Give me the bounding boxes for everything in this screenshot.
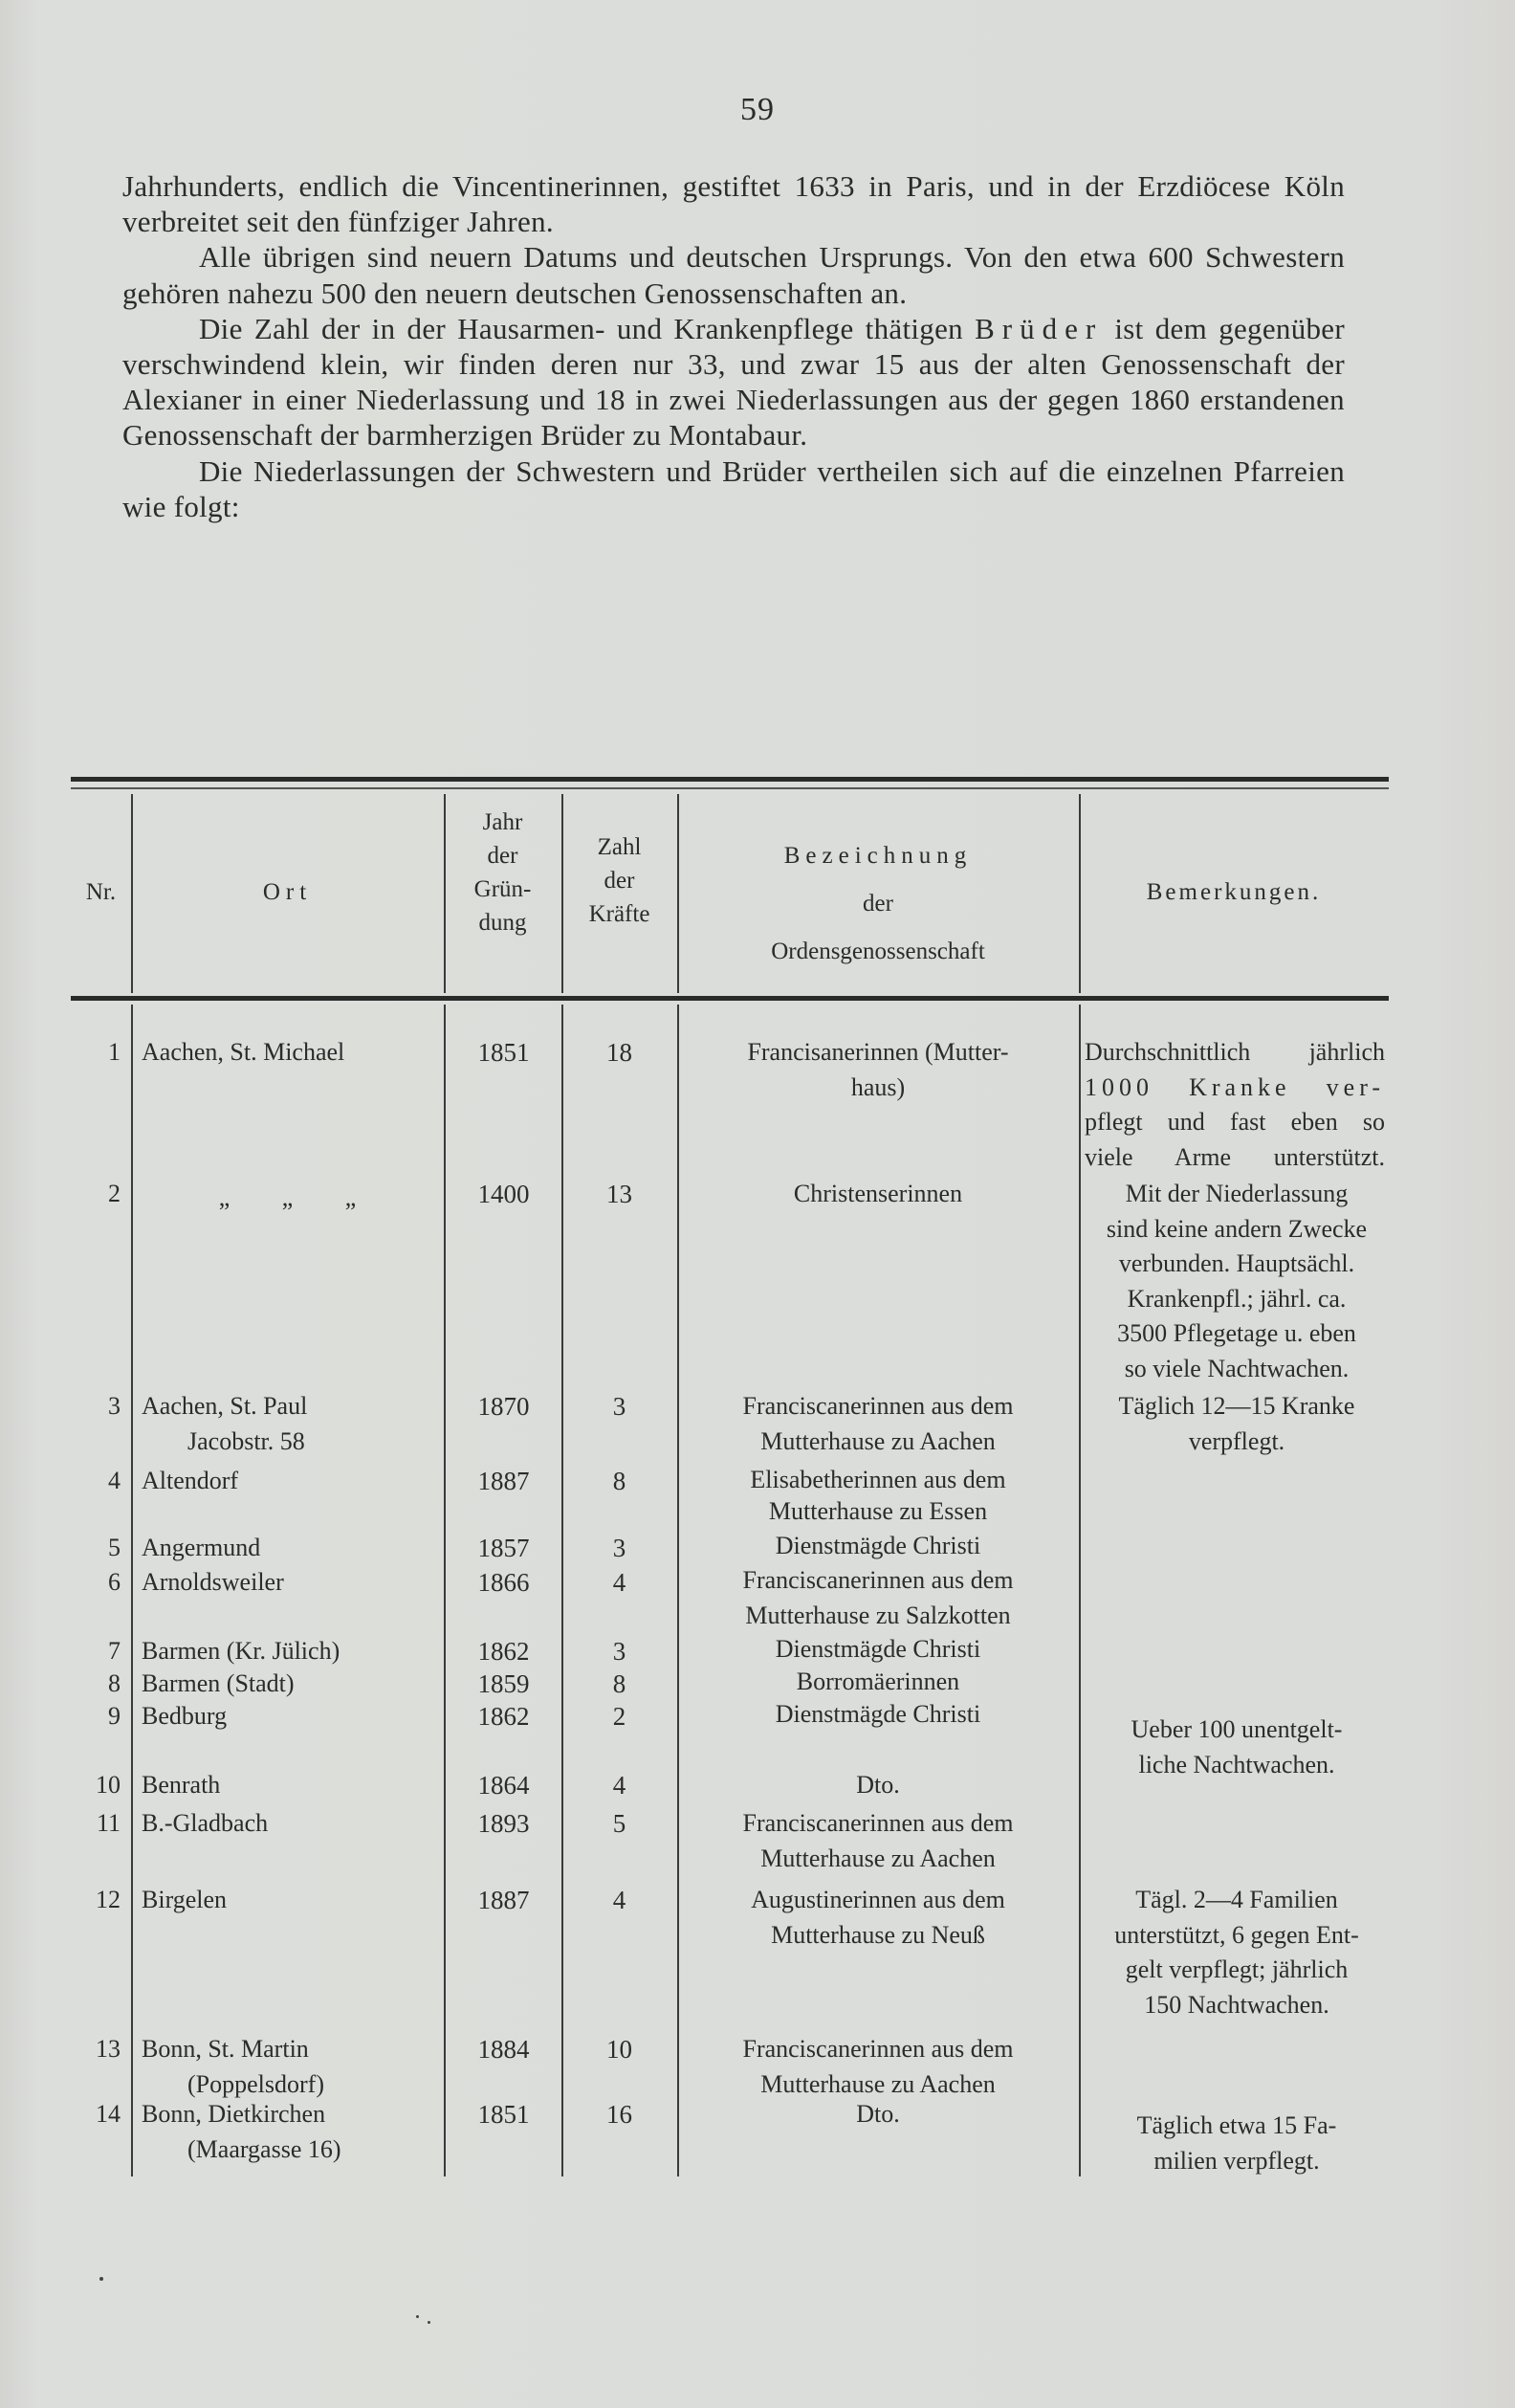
cell-line: Täglich etwa 15 Fa- bbox=[1136, 2111, 1337, 2139]
cell-bezeichnung bbox=[677, 1665, 1079, 1700]
header-jahr bbox=[444, 806, 561, 939]
cell-jahr: 1864 bbox=[477, 1771, 530, 1800]
header-bezeichnung-line: Bezeichnung bbox=[783, 843, 973, 869]
cell-ort bbox=[142, 1389, 446, 1459]
cell-line: 3500 Pflegetage u. eben bbox=[1117, 1319, 1356, 1347]
cell-ort bbox=[142, 2032, 446, 2102]
header-zahl-line: Zahl bbox=[597, 834, 642, 860]
cell-line: (Poppelsdorf) bbox=[187, 2069, 324, 2098]
cell-line: Dienstmägde Christi bbox=[775, 1532, 981, 1559]
cell-line: (Maargasse 16) bbox=[187, 2134, 341, 2163]
cell-jahr: 1862 bbox=[477, 1702, 530, 1731]
cell-bezeichnung bbox=[677, 1806, 1079, 1876]
header-ort bbox=[131, 875, 444, 909]
scan-speck bbox=[99, 2277, 103, 2281]
cell-line: Franciscanerinnen aus dem bbox=[742, 1809, 1014, 1837]
cell-line: verbunden. Hauptsächl. bbox=[1118, 1249, 1355, 1277]
paragraph-2: Alle übrigen sind neuern Datums und deutschen Ursprungs. Von den etwa 600 Schwestern gehören nahezu 500 den neuern deutschen Genossenschaften an. bbox=[122, 240, 1345, 310]
cell-line: sind keine andern Zwecke bbox=[1106, 1214, 1368, 1243]
cell-bemerkungen bbox=[1085, 2109, 1389, 2178]
cell-line: Mutterhause zu Aachen bbox=[760, 2069, 996, 2098]
header-nr: Nr. bbox=[85, 879, 117, 905]
cell-bezeichnung bbox=[677, 1529, 1079, 1564]
cell-zahl: 3 bbox=[612, 1637, 626, 1666]
cell-bezeichnung bbox=[677, 2032, 1079, 2102]
cell-bezeichnung bbox=[677, 1768, 1079, 1803]
cell-line: Ueber 100 unentgelt- bbox=[1131, 1715, 1343, 1743]
cell-nr: 5 bbox=[108, 1534, 121, 1561]
cell-nr: 11 bbox=[96, 1809, 121, 1837]
scan-speck bbox=[416, 2315, 419, 2318]
cell-zahl: 10 bbox=[606, 2035, 632, 2064]
cell-line: Mutterhause zu Aachen bbox=[760, 1426, 996, 1455]
cell-line: Mutterhause zu Essen bbox=[768, 1497, 988, 1525]
cell-line: Dienstmägde Christi bbox=[775, 1700, 981, 1728]
header-jahr-line: dung bbox=[478, 910, 527, 936]
cell-bemerkungen bbox=[1085, 1035, 1385, 1175]
cell-bemerkungen bbox=[1085, 1389, 1389, 1459]
header-bemerkungen-label: Bemerkungen. bbox=[1146, 879, 1322, 905]
cell-jahr: 1857 bbox=[477, 1534, 530, 1562]
cell-line: Mit der Niederlassung bbox=[1125, 1180, 1349, 1207]
cell-ort: Altendorf bbox=[142, 1467, 239, 1494]
header-bezeichnung-line: der bbox=[863, 891, 893, 917]
cell-nr: 7 bbox=[108, 1637, 121, 1665]
cell-nr: 12 bbox=[96, 1886, 121, 1913]
cell-line: Borromäerinnen bbox=[796, 1668, 960, 1695]
cell-line: Dienstmägde Christi bbox=[775, 1635, 981, 1663]
cell-jahr: 1866 bbox=[477, 1568, 530, 1597]
header-bezeichnung bbox=[677, 832, 1079, 976]
cell-jahr: 1859 bbox=[477, 1669, 530, 1698]
cell-bezeichnung bbox=[677, 1632, 1079, 1668]
cell-bezeichnung bbox=[677, 1563, 1079, 1633]
cell-ort: Aachen, St. Michael bbox=[142, 1038, 345, 1066]
cell-bezeichnung bbox=[677, 1697, 1079, 1733]
paragraph-3 bbox=[122, 311, 1345, 453]
cell-nr: 6 bbox=[108, 1568, 121, 1596]
cell-line: Mutterhause zu Neuß bbox=[771, 1920, 985, 1949]
header-jahr-line: der bbox=[487, 843, 518, 869]
cell-line: Krankenpfl.; jährl. ca. bbox=[1127, 1284, 1347, 1313]
cell-ort: Barmen (Stadt) bbox=[142, 1669, 295, 1697]
settlements-table bbox=[71, 777, 1389, 2174]
cell-bezeichnung bbox=[677, 1883, 1079, 1953]
cell-nr: 9 bbox=[108, 1702, 121, 1730]
cell-jahr: 1893 bbox=[477, 1809, 530, 1838]
cell-bemerkungen bbox=[1085, 1177, 1389, 1386]
cell-ort: Bedburg bbox=[142, 1702, 228, 1730]
cell-ort-ditto: „ „ „ bbox=[218, 1183, 357, 1211]
cell-nr: 2 bbox=[108, 1180, 121, 1207]
cell-jahr: 1400 bbox=[477, 1180, 530, 1208]
header-bemerkungen bbox=[1079, 875, 1389, 909]
cell-line: Täglich 12—15 Kranke bbox=[1118, 1392, 1355, 1420]
cell-line: Franciscanerinnen aus dem bbox=[742, 1392, 1014, 1420]
cell-line: haus) bbox=[850, 1072, 906, 1101]
header-ort-label: Ort bbox=[262, 879, 313, 905]
cell-nr: 4 bbox=[108, 1467, 121, 1494]
cell-jahr: 1870 bbox=[477, 1392, 530, 1421]
cell-line: Franciscanerinnen aus dem bbox=[742, 1566, 1014, 1594]
cell-bezeichnung bbox=[677, 2097, 1079, 2132]
cell-nr: 14 bbox=[96, 2100, 121, 2128]
cell-line: Bonn, St. Martin bbox=[142, 2035, 309, 2063]
cell-ort: Benrath bbox=[142, 1771, 221, 1799]
paragraph-1: Jahrhunderts, endlich die Vincentinerinnen, gestiftet 1633 in Paris, und in der Erzdiöcese Köln verbreitet seit den fünfziger Jahren. bbox=[122, 169, 1345, 239]
cell-line: Mutterhause zu Aachen bbox=[760, 1844, 996, 1872]
cell-bemerkungen bbox=[1085, 1883, 1389, 2022]
cell-line: Tägl. 2—4 Familien bbox=[1135, 1886, 1338, 1913]
cell-zahl: 3 bbox=[612, 1534, 626, 1562]
cell-nr: 8 bbox=[108, 1669, 121, 1697]
table-header-rule bbox=[71, 996, 1389, 1001]
cell-jahr: 1851 bbox=[477, 2100, 530, 2129]
cell-zahl: 18 bbox=[606, 1038, 632, 1067]
cell-line: Mutterhause zu Salzkotten bbox=[745, 1601, 1011, 1629]
paragraph-3-lead: Die Zahl der in der Hausarmen- und Krankenpflege thätigen bbox=[199, 311, 976, 345]
cell-bemerkungen bbox=[1085, 1712, 1389, 1782]
cell-zahl: 8 bbox=[612, 1467, 626, 1495]
cell-ort: Barmen (Kr. Jülich) bbox=[142, 1637, 340, 1665]
cell-line: 1000 Kranke ver- bbox=[1085, 1072, 1385, 1101]
header-jahr-line: Grün- bbox=[473, 876, 532, 902]
cell-bezeichnung bbox=[677, 1389, 1079, 1459]
cell-jahr: 1887 bbox=[477, 1467, 530, 1495]
cell-line: 150 Nachtwachen. bbox=[1144, 1990, 1329, 2019]
header-bezeichnung-line: Ordensgenossenschaft bbox=[771, 939, 985, 964]
cell-nr: 13 bbox=[96, 2035, 121, 2063]
cell-jahr: 1887 bbox=[477, 1886, 530, 1914]
page-number: 59 bbox=[740, 92, 775, 127]
cell-line: Augustinerinnen aus dem bbox=[751, 1886, 1005, 1913]
column-divider bbox=[1079, 1005, 1081, 2176]
cell-zahl: 13 bbox=[606, 1180, 632, 1208]
paragraph-3-rest: ist dem gegenüber verschwindend klein, wir finden deren nur 33, und zwar 15 aus der alten Genossenschaft der Alexianer in einer Niederlassung und 18 in zwei Niederlassungen aus der gegen 1860 erstandenen Genossenschaft der barmherzigen Brüder zu Montabaur. bbox=[122, 311, 1345, 453]
cell-jahr: 1851 bbox=[477, 1038, 530, 1067]
cell-line: gelt verpflegt; jährlich bbox=[1125, 1955, 1349, 1983]
cell-zahl: 16 bbox=[606, 2100, 632, 2129]
cell-line: verpflegt. bbox=[1188, 1426, 1285, 1455]
cell-zahl: 2 bbox=[612, 1702, 626, 1731]
cell-zahl: 5 bbox=[612, 1809, 626, 1838]
scan-speck bbox=[428, 2321, 430, 2324]
paragraph-4: Die Niederlassungen der Schwestern und Brüder vertheilen sich auf die einzelnen Pfarreien wie folgt: bbox=[122, 453, 1345, 523]
cell-line: Francisanerinnen (Mutter- bbox=[747, 1038, 1009, 1066]
cell-bezeichnung bbox=[677, 1464, 1079, 1527]
cell-line: Christenserinnen bbox=[793, 1180, 963, 1207]
table-top-thin-rule bbox=[71, 787, 1389, 789]
cell-zahl: 8 bbox=[612, 1669, 626, 1698]
cell-line: Aachen, St. Paul bbox=[142, 1392, 308, 1420]
cell-zahl: 4 bbox=[612, 1771, 626, 1800]
cell-line: Franciscanerinnen aus dem bbox=[742, 2035, 1014, 2063]
header-zahl-line: der bbox=[604, 868, 635, 894]
cell-line: Durchschnittlich jährlich bbox=[1085, 1038, 1385, 1066]
cell-bezeichnung bbox=[677, 1035, 1079, 1105]
cell-line: milien verpflegt. bbox=[1153, 2146, 1320, 2175]
cell-line: Bonn, Dietkirchen bbox=[142, 2100, 326, 2128]
cell-ort: Angermund bbox=[142, 1534, 261, 1561]
cell-line: Dto. bbox=[856, 1771, 900, 1799]
header-zahl bbox=[561, 830, 677, 931]
cell-nr: 3 bbox=[108, 1392, 121, 1420]
cell-ort: Arnoldsweiler bbox=[142, 1568, 284, 1596]
cell-line: unterstützt, 6 gegen Ent- bbox=[1114, 1920, 1359, 1949]
cell-ort: Birgelen bbox=[142, 1886, 228, 1913]
paragraph-3-emphasis: Brüder bbox=[975, 311, 1104, 345]
body-text bbox=[122, 168, 1345, 524]
cell-line: pflegt und fast eben so bbox=[1085, 1108, 1385, 1136]
cell-nr: 1 bbox=[108, 1038, 121, 1066]
cell-line: Jacobstr. 58 bbox=[187, 1426, 305, 1455]
cell-line: Elisabetherinnen aus dem bbox=[750, 1466, 1006, 1493]
table-top-rule bbox=[71, 777, 1389, 782]
cell-line: so viele Nachtwachen. bbox=[1124, 1354, 1350, 1382]
cell-bezeichnung bbox=[677, 1177, 1079, 1212]
cell-jahr: 1862 bbox=[477, 1637, 530, 1666]
cell-line: Dto. bbox=[856, 2100, 900, 2128]
cell-zahl: 4 bbox=[612, 1568, 626, 1597]
header-jahr-line: Jahr bbox=[482, 809, 523, 835]
header-zahl-line: Kräfte bbox=[588, 901, 650, 927]
cell-line: viele Arme unterstützt. bbox=[1085, 1142, 1385, 1171]
cell-jahr: 1884 bbox=[477, 2035, 530, 2064]
cell-zahl: 3 bbox=[612, 1392, 626, 1421]
cell-ort: B.-Gladbach bbox=[142, 1809, 269, 1837]
cell-line: liche Nachtwachen. bbox=[1138, 1750, 1335, 1778]
cell-zahl: 4 bbox=[612, 1886, 626, 1914]
cell-ort bbox=[142, 2097, 446, 2167]
cell-nr: 10 bbox=[96, 1771, 121, 1799]
